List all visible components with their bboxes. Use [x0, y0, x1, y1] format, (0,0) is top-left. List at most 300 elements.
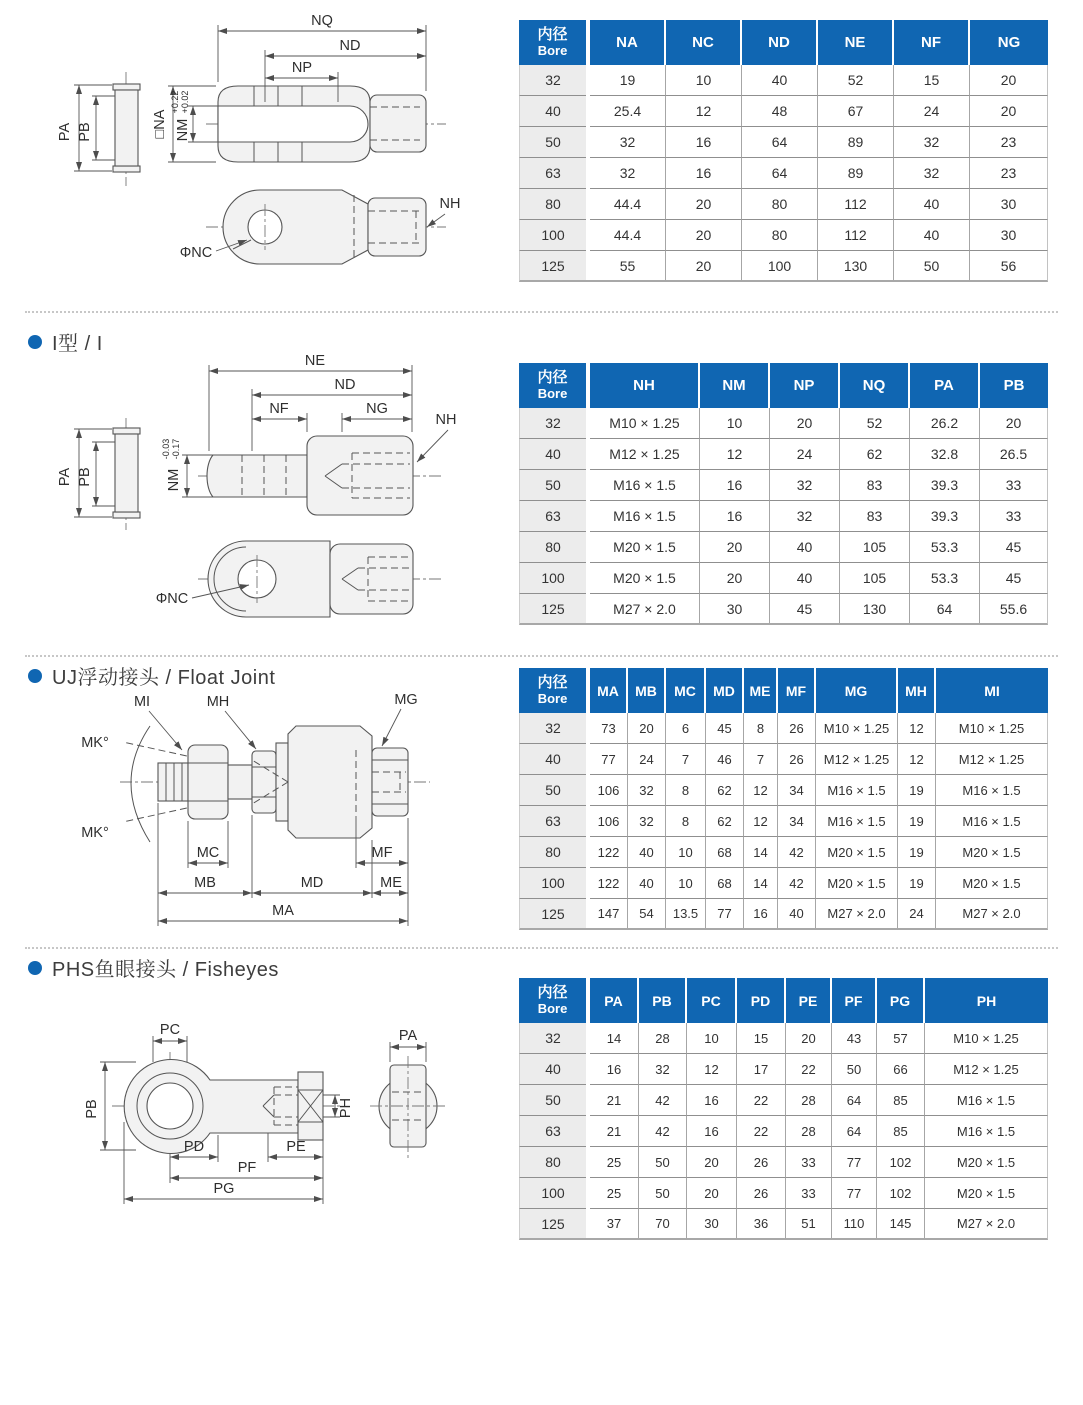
value-cell: 20: [970, 65, 1048, 96]
column-header: NA: [590, 20, 666, 65]
value-cell: M16 × 1.5: [936, 775, 1048, 806]
value-cell: M16 × 1.5: [925, 1085, 1048, 1116]
value-cell: 28: [639, 1023, 687, 1054]
dim-label-na: □NA: [152, 109, 168, 139]
bore-header-en: Bore: [537, 42, 568, 58]
dim-label-mf: MF: [371, 845, 393, 861]
value-cell: 16: [666, 158, 742, 189]
value-cell: 50: [832, 1054, 877, 1085]
tolerance-lower: -0.17: [171, 438, 181, 460]
clevis-front-view: [152, 13, 446, 162]
dim-label-np: NP: [291, 60, 313, 76]
value-cell: 55.6: [980, 594, 1048, 625]
bore-header-en: Bore: [537, 1000, 568, 1016]
y-joint-technical-drawing: [20, 8, 512, 303]
value-cell: 66: [877, 1054, 925, 1085]
section-heading-text: PHS鱼眼接头 / Fisheyes: [52, 959, 279, 981]
value-cell: 20: [770, 408, 840, 439]
value-cell: 32: [770, 470, 840, 501]
bore-cell: 125: [519, 899, 586, 930]
value-cell: 32: [590, 127, 666, 158]
value-cell: 33: [980, 501, 1048, 532]
bore-column-header: [519, 668, 586, 713]
value-cell: 39.3: [910, 470, 980, 501]
value-cell: 32: [770, 501, 840, 532]
value-cell: 32: [628, 806, 666, 837]
bore-column-header: [519, 363, 586, 408]
value-cell: 33: [980, 470, 1048, 501]
value-cell: 57: [877, 1023, 925, 1054]
fisheye-dimension-table: [519, 978, 1048, 1240]
value-cell: 10: [687, 1023, 737, 1054]
value-cell: 14: [590, 1023, 639, 1054]
value-cell: 80: [742, 220, 818, 251]
value-cell: 33: [786, 1147, 832, 1178]
dim-label-pf: PF: [237, 1160, 257, 1176]
value-cell: 16: [700, 501, 770, 532]
value-cell: 145: [877, 1209, 925, 1240]
value-cell: 80: [742, 189, 818, 220]
value-cell: 10: [666, 868, 706, 899]
value-cell: 22: [786, 1054, 832, 1085]
value-cell: 40: [770, 532, 840, 563]
value-cell: 24: [894, 96, 970, 127]
value-cell: 64: [910, 594, 980, 625]
value-cell: 45: [980, 532, 1048, 563]
value-cell: 20: [687, 1147, 737, 1178]
column-header: PG: [877, 978, 925, 1023]
dim-label-me: ME: [380, 875, 402, 891]
value-cell: 112: [818, 189, 894, 220]
value-cell: 48: [742, 96, 818, 127]
column-header: PC: [687, 978, 737, 1023]
value-cell: M16 × 1.5: [936, 806, 1048, 837]
value-cell: 12: [898, 744, 936, 775]
bore-column-header: [519, 978, 586, 1023]
value-cell: 50: [639, 1178, 687, 1209]
dim-label-pb: PB: [84, 1099, 100, 1119]
column-header: PA: [590, 978, 639, 1023]
dim-label-pb: PB: [77, 122, 93, 142]
value-cell: 67: [818, 96, 894, 127]
bore-cell: 80: [519, 532, 586, 563]
value-cell: 42: [778, 837, 816, 868]
value-cell: 7: [744, 744, 778, 775]
dim-label-nc: ΦNC: [179, 245, 213, 261]
value-cell: 51: [786, 1209, 832, 1240]
value-cell: M20 × 1.5: [816, 868, 898, 899]
dim-label-pe: PE: [286, 1139, 306, 1155]
value-cell: 40: [778, 899, 816, 930]
value-cell: 34: [778, 775, 816, 806]
value-cell: 64: [742, 158, 818, 189]
bore-cell: 125: [519, 594, 586, 625]
dim-label-mb: MB: [194, 875, 216, 891]
value-cell: 77: [832, 1147, 877, 1178]
bore-cell: 50: [519, 1085, 586, 1116]
value-cell: 112: [818, 220, 894, 251]
dim-label-nd: ND: [334, 377, 356, 393]
value-cell: 100: [742, 251, 818, 282]
bore-cell: 80: [519, 189, 586, 220]
i-joint-bottom-view: [156, 541, 444, 617]
value-cell: 16: [687, 1116, 737, 1147]
value-cell: 26.5: [980, 439, 1048, 470]
value-cell: 77: [706, 899, 744, 930]
value-cell: M20 × 1.5: [936, 837, 1048, 868]
tolerance-upper: +0.22: [170, 90, 180, 114]
bore-cell: 100: [519, 563, 586, 594]
bore-cell: 63: [519, 501, 586, 532]
value-cell: 77: [832, 1178, 877, 1209]
value-cell: 12: [700, 439, 770, 470]
dim-label-nm: NM: [166, 468, 182, 492]
value-cell: 30: [700, 594, 770, 625]
dim-label-pb: PB: [77, 467, 93, 487]
value-cell: 14: [744, 868, 778, 899]
value-cell: 89: [818, 127, 894, 158]
value-cell: 25: [590, 1178, 639, 1209]
dim-label-md: MD: [300, 875, 324, 891]
value-cell: 50: [639, 1147, 687, 1178]
value-cell: 32: [590, 158, 666, 189]
bore-cell: 80: [519, 1147, 586, 1178]
value-cell: 24: [898, 899, 936, 930]
bullet-icon: [28, 335, 42, 349]
value-cell: 37: [590, 1209, 639, 1240]
bore-cell: 40: [519, 1054, 586, 1085]
value-cell: 21: [590, 1116, 639, 1147]
bore-header-cn: 内径: [537, 984, 568, 1002]
value-cell: 53.3: [910, 532, 980, 563]
value-cell: 85: [877, 1116, 925, 1147]
value-cell: 62: [706, 775, 744, 806]
bullet-icon: [28, 961, 42, 975]
value-cell: M16 × 1.5: [590, 501, 700, 532]
bore-cell: 125: [519, 251, 586, 282]
dim-label-mh: MH: [206, 694, 230, 710]
value-cell: 64: [832, 1116, 877, 1147]
value-cell: 16: [687, 1085, 737, 1116]
value-cell: 28: [786, 1085, 832, 1116]
value-cell: 32: [894, 127, 970, 158]
value-cell: 89: [818, 158, 894, 189]
value-cell: 130: [818, 251, 894, 282]
column-header: NC: [666, 20, 742, 65]
column-header: MC: [666, 668, 706, 713]
value-cell: 15: [737, 1023, 786, 1054]
fisheye-side-view: [370, 1028, 448, 1158]
tolerance-lower: +0.02: [180, 90, 190, 114]
column-header: NE: [818, 20, 894, 65]
value-cell: 30: [687, 1209, 737, 1240]
value-cell: 110: [832, 1209, 877, 1240]
value-cell: 23: [970, 127, 1048, 158]
value-cell: 40: [894, 220, 970, 251]
value-cell: 56: [970, 251, 1048, 282]
value-cell: 24: [628, 744, 666, 775]
value-cell: 68: [706, 837, 744, 868]
value-cell: 8: [666, 806, 706, 837]
bore-cell: 50: [519, 775, 586, 806]
value-cell: 43: [832, 1023, 877, 1054]
value-cell: M27 × 2.0: [936, 899, 1048, 930]
column-header: NH: [590, 363, 700, 408]
value-cell: 39.3: [910, 501, 980, 532]
tolerance-upper: -0.03: [161, 438, 171, 460]
value-cell: 7: [666, 744, 706, 775]
value-cell: 12: [687, 1054, 737, 1085]
value-cell: M12 × 1.25: [590, 439, 700, 470]
column-header: ME: [744, 668, 778, 713]
value-cell: 73: [590, 713, 628, 744]
value-cell: 14: [744, 837, 778, 868]
value-cell: 33: [786, 1178, 832, 1209]
section-divider: [25, 655, 1058, 657]
dim-label-nh: NH: [439, 196, 461, 212]
dim-label-ne: NE: [304, 353, 326, 369]
value-cell: 16: [590, 1054, 639, 1085]
dim-label-ma: MA: [272, 903, 294, 919]
value-cell: 10: [666, 65, 742, 96]
value-cell: 26: [778, 744, 816, 775]
value-cell: 68: [706, 868, 744, 899]
y-joint-dimension-table: [519, 20, 1048, 282]
value-cell: M27 × 2.0: [925, 1209, 1048, 1240]
value-cell: 20: [628, 713, 666, 744]
value-cell: 45: [706, 713, 744, 744]
column-header: MF: [778, 668, 816, 713]
bore-cell: 40: [519, 96, 586, 127]
value-cell: 54: [628, 899, 666, 930]
column-header: MH: [898, 668, 936, 713]
value-cell: 70: [639, 1209, 687, 1240]
value-cell: 105: [840, 532, 910, 563]
value-cell: 12: [666, 96, 742, 127]
fisheye-technical-drawing: [20, 1002, 512, 1252]
value-cell: M10 × 1.25: [816, 713, 898, 744]
value-cell: 44.4: [590, 220, 666, 251]
value-cell: 62: [840, 439, 910, 470]
bullet-icon: [28, 669, 42, 683]
bore-header-cn: 内径: [537, 674, 568, 692]
value-cell: 15: [894, 65, 970, 96]
dim-label-mk-top: MK°: [81, 735, 109, 751]
value-cell: 28: [786, 1116, 832, 1147]
value-cell: 16: [666, 127, 742, 158]
float-joint-assembly-view: [81, 692, 430, 842]
column-header: PB: [980, 363, 1048, 408]
pin-side-view: [57, 72, 140, 186]
value-cell: 21: [590, 1085, 639, 1116]
value-cell: 102: [877, 1147, 925, 1178]
dim-label-nf: NF: [269, 401, 289, 417]
value-cell: 10: [700, 408, 770, 439]
bore-cell: 32: [519, 1023, 586, 1054]
value-cell: 6: [666, 713, 706, 744]
value-cell: M12 × 1.25: [816, 744, 898, 775]
value-cell: 40: [628, 837, 666, 868]
value-cell: 20: [980, 408, 1048, 439]
column-header: MD: [706, 668, 744, 713]
section-divider: [25, 311, 1058, 313]
value-cell: 16: [744, 899, 778, 930]
value-cell: M16 × 1.5: [816, 806, 898, 837]
value-cell: M12 × 1.25: [936, 744, 1048, 775]
bore-cell: 63: [519, 806, 586, 837]
value-cell: 8: [666, 775, 706, 806]
column-header: NG: [970, 20, 1048, 65]
value-cell: M27 × 2.0: [590, 594, 700, 625]
column-header: NF: [894, 20, 970, 65]
bore-header-en: Bore: [537, 385, 568, 401]
value-cell: 20: [666, 251, 742, 282]
dim-label-pg: PG: [213, 1181, 235, 1197]
value-cell: 13.5: [666, 899, 706, 930]
column-header: PB: [639, 978, 687, 1023]
bore-cell: 32: [519, 408, 586, 439]
bore-header-cn: 内径: [537, 369, 568, 387]
value-cell: M16 × 1.5: [925, 1116, 1048, 1147]
column-header: MA: [590, 668, 628, 713]
value-cell: M16 × 1.5: [816, 775, 898, 806]
value-cell: 24: [770, 439, 840, 470]
dim-label-pa: PA: [57, 467, 73, 487]
bore-cell: 50: [519, 470, 586, 501]
value-cell: 20: [786, 1023, 832, 1054]
bore-cell: 125: [519, 1209, 586, 1240]
value-cell: M20 × 1.5: [590, 563, 700, 594]
value-cell: 30: [970, 220, 1048, 251]
value-cell: 45: [980, 563, 1048, 594]
value-cell: 130: [840, 594, 910, 625]
value-cell: M20 × 1.5: [590, 532, 700, 563]
dim-label-nc: ΦNC: [155, 591, 189, 607]
value-cell: 19: [898, 868, 936, 899]
dim-label-nq: NQ: [311, 13, 333, 29]
value-cell: 32: [628, 775, 666, 806]
value-cell: 45: [770, 594, 840, 625]
value-cell: 30: [970, 189, 1048, 220]
bore-cell: 80: [519, 837, 586, 868]
value-cell: 122: [590, 837, 628, 868]
value-cell: 12: [744, 775, 778, 806]
value-cell: 20: [700, 532, 770, 563]
bore-cell: 63: [519, 158, 586, 189]
value-cell: 25: [590, 1147, 639, 1178]
dim-label-pa: PA: [398, 1028, 418, 1044]
value-cell: 20: [666, 189, 742, 220]
value-cell: 77: [590, 744, 628, 775]
dim-label-nm: NM: [175, 118, 191, 142]
bore-cell: 50: [519, 127, 586, 158]
value-cell: 122: [590, 868, 628, 899]
column-header: MI: [936, 668, 1048, 713]
value-cell: 19: [898, 775, 936, 806]
section-heading-text: UJ浮动接头 / Float Joint: [52, 667, 276, 689]
value-cell: 26: [778, 713, 816, 744]
column-header: NM: [700, 363, 770, 408]
value-cell: 64: [742, 127, 818, 158]
value-cell: 106: [590, 775, 628, 806]
value-cell: M20 × 1.5: [816, 837, 898, 868]
section-heading-float-joint: [28, 661, 275, 690]
section-heading-text: I型 / I: [52, 333, 103, 355]
column-header: NP: [770, 363, 840, 408]
float-joint-dimension-table: [519, 668, 1048, 930]
value-cell: 83: [840, 501, 910, 532]
value-cell: 62: [706, 806, 744, 837]
bore-header-cn: 内径: [537, 26, 568, 44]
value-cell: 42: [639, 1116, 687, 1147]
dim-label-nd: ND: [339, 38, 361, 54]
value-cell: 19: [898, 837, 936, 868]
i-joint-dimension-table: [519, 363, 1048, 625]
bore-cell: 32: [519, 713, 586, 744]
value-cell: 50: [894, 251, 970, 282]
value-cell: 20: [687, 1178, 737, 1209]
dim-label-pc: PC: [159, 1022, 181, 1038]
pin-side-view: [57, 418, 140, 530]
value-cell: M27 × 2.0: [816, 899, 898, 930]
bore-cell: 40: [519, 744, 586, 775]
bore-cell: 32: [519, 65, 586, 96]
value-cell: 44.4: [590, 189, 666, 220]
value-cell: 22: [737, 1116, 786, 1147]
clevis-bottom-view: [180, 190, 461, 264]
value-cell: 20: [700, 563, 770, 594]
value-cell: 53.3: [910, 563, 980, 594]
float-joint-technical-drawing: [20, 690, 512, 945]
value-cell: M16 × 1.5: [590, 470, 700, 501]
column-header: MG: [816, 668, 898, 713]
column-header: PD: [737, 978, 786, 1023]
value-cell: 40: [894, 189, 970, 220]
dim-label-pa: PA: [57, 122, 73, 142]
value-cell: 36: [737, 1209, 786, 1240]
value-cell: 32.8: [910, 439, 980, 470]
value-cell: M10 × 1.25: [925, 1023, 1048, 1054]
value-cell: M12 × 1.25: [925, 1054, 1048, 1085]
dim-label-pd: PD: [183, 1139, 205, 1155]
column-header: PF: [832, 978, 877, 1023]
bore-cell: 40: [519, 439, 586, 470]
value-cell: 22: [737, 1085, 786, 1116]
value-cell: 52: [840, 408, 910, 439]
value-cell: 64: [832, 1085, 877, 1116]
dim-label-mc: MC: [196, 845, 220, 861]
value-cell: M20 × 1.5: [925, 1178, 1048, 1209]
value-cell: 32: [894, 158, 970, 189]
value-cell: 12: [898, 713, 936, 744]
value-cell: 105: [840, 563, 910, 594]
value-cell: 42: [778, 868, 816, 899]
value-cell: 16: [700, 470, 770, 501]
column-header: PE: [786, 978, 832, 1023]
value-cell: 23: [970, 158, 1048, 189]
section-heading-fisheyes: [28, 953, 279, 982]
value-cell: 12: [744, 806, 778, 837]
value-cell: M20 × 1.5: [925, 1147, 1048, 1178]
value-cell: 46: [706, 744, 744, 775]
bore-column-header: [519, 20, 586, 65]
dim-label-mk-bottom: MK°: [81, 825, 109, 841]
value-cell: 34: [778, 806, 816, 837]
value-cell: M10 × 1.25: [590, 408, 700, 439]
bore-cell: 100: [519, 220, 586, 251]
bore-cell: 100: [519, 868, 586, 899]
value-cell: 40: [628, 868, 666, 899]
